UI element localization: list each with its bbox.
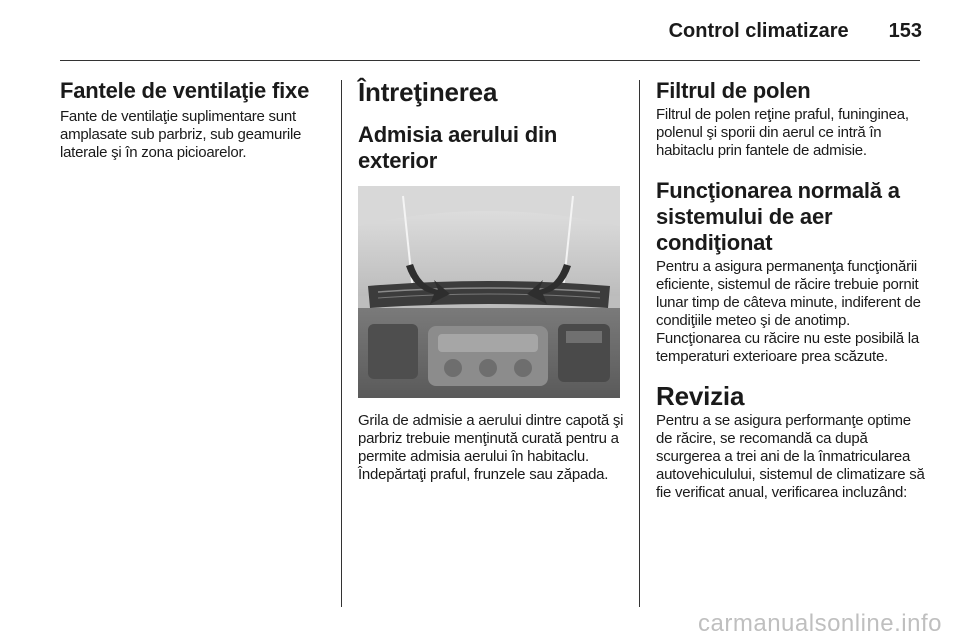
revision-text: Pentru a se asigura performanţe optime de răcire, se recomandă ca după scurgerea a trei ani de la înmatricularea autovehiculului, sistemul de climatizare să fie verificat anual, verificarea incluzând: bbox=[656, 412, 925, 501]
fixed-vents-text: Fante de ventilaţie suplimentare sunt amplasate sub parbriz, sub geamurile laterale şi în zona picioarelor. bbox=[60, 108, 302, 161]
normal-ac-operation-heading: Funcţionarea normală a sistemului de aer condiţionat bbox=[656, 178, 900, 255]
fixed-vents-heading: Fantele de ventilaţie fixe bbox=[60, 78, 310, 103]
column-divider-2 bbox=[639, 80, 640, 607]
outside-air-intake-heading: Admisia aerului din exterior bbox=[358, 122, 558, 173]
watermark: carmanualsonline.info bbox=[698, 610, 942, 637]
pollen-filter-heading: Filtrul de polen bbox=[656, 78, 811, 103]
column-3 bbox=[656, 78, 928, 502]
maintenance-heading: Întreţinerea bbox=[358, 77, 498, 107]
header-rule bbox=[60, 60, 920, 61]
normal-ac-operation-text: Pentru a asigura permanenţa funcţionării eficiente, sistemul de răcire trebuie pornit lunar timp de câteva minute, indiferent de condiţiile meteo şi de anotimp. Funcţionarea cu răcire nu este posibilă la temperaturi exterioare prea scăzute. bbox=[656, 258, 921, 365]
engine-bay-photo bbox=[358, 186, 620, 398]
column-1 bbox=[60, 78, 328, 162]
pollen-filter-text: Filtrul de polen reţine praful, funinginea, polenul şi sporii din aerul ce intră în habitaclu prin fantele de admisie. bbox=[656, 106, 909, 159]
section-title: Control climatizare bbox=[668, 20, 849, 42]
engine-bay-illustration bbox=[358, 186, 620, 398]
intake-grille-caption: Grila de admisie a aerului dintre capotă şi parbriz trebuie menţinută curată pentru a permite admisia aerului în habitaclu. Îndepărtaţi praful, frunzele sau zăpada. bbox=[358, 412, 624, 483]
page-number: 153 bbox=[888, 20, 922, 42]
revision-heading: Revizia bbox=[656, 381, 745, 411]
column-divider-1 bbox=[341, 80, 342, 607]
running-header bbox=[669, 20, 922, 48]
column-2 bbox=[358, 78, 628, 484]
